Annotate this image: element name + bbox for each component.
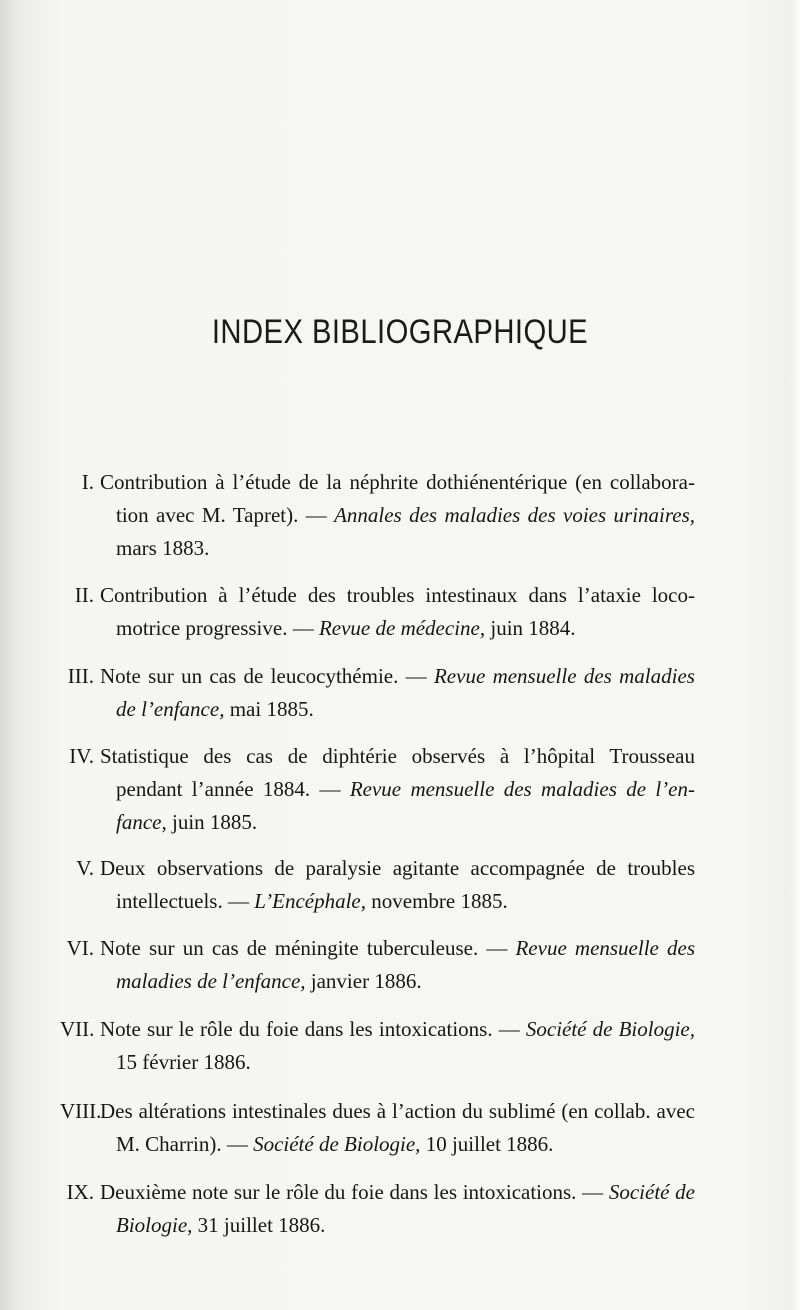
- journal-title: Revue mensuelle des maladies: [433, 664, 695, 688]
- entry-text: Deux observations de paralysie agitante accompagnée de troubles: [100, 856, 695, 880]
- page-title: INDEX BIBLIOGRAPHIQUE: [211, 313, 589, 351]
- entry-line: [100, 466, 695, 499]
- entry-number: VII.: [60, 1017, 95, 1041]
- entry-line: [100, 852, 695, 885]
- entry-line: [100, 740, 695, 773]
- entry-text: Statistique des cas de diphtérie observés à l’hôpital Trousseau: [100, 744, 695, 768]
- journal-title: Annales des maladies des voies urinaires,: [334, 503, 695, 527]
- entry-number: VI.: [66, 936, 94, 960]
- entry-date: novembre 1885.: [366, 889, 508, 913]
- entry-text: pendant l’année 1884. —: [116, 777, 350, 801]
- journal-title: Revue mensuelle des maladies de l’en-: [349, 777, 695, 801]
- entry-line: [116, 499, 695, 532]
- entry-text: 15 février 1886.: [116, 1050, 251, 1074]
- entry-number: I.: [81, 470, 94, 494]
- entry-line: [116, 885, 695, 918]
- entry-text: Deuxième note sur le rôle du foie dans les intoxications. —: [100, 1180, 609, 1204]
- entry-line: [100, 1095, 695, 1128]
- entry-line: [100, 1176, 695, 1209]
- entry-text: Note sur le rôle du foie dans les intoxications. —: [100, 1017, 526, 1041]
- entry-number: IV.: [69, 744, 94, 768]
- entry-date: juin 1884.: [485, 616, 576, 640]
- entry-number: II.: [74, 583, 94, 607]
- journal-title: fance,: [116, 810, 167, 834]
- entry-line: [116, 1046, 695, 1079]
- entry-text: tion avec M. Tapret). —: [116, 503, 335, 527]
- entry-text: Contribution à l’étude de la néphrite dothiénentérique (en collabora-: [100, 470, 695, 494]
- entry-line: [100, 660, 695, 693]
- journal-title: Revue de médecine,: [318, 616, 486, 640]
- entry-text: Note sur un cas de leucocythémie. —: [100, 664, 434, 688]
- entry-number: VIII.: [60, 1099, 102, 1123]
- entry-line: [116, 1209, 695, 1242]
- entry-text: Contribution à l’étude des troubles intestinaux dans l’ataxie loco-: [100, 583, 695, 607]
- entry-date: juin 1885.: [166, 810, 258, 834]
- entry-line: [116, 1128, 695, 1161]
- entry-date: janvier 1886.: [305, 969, 422, 993]
- entry-line: [116, 532, 695, 565]
- entry-number: IX.: [66, 1180, 94, 1204]
- journal-title: Société de Biologie,: [253, 1132, 421, 1156]
- journal-title: Société de: [608, 1180, 695, 1204]
- entry-date: 10 juillet 1886.: [420, 1132, 554, 1156]
- entry-text: intellectuels. —: [116, 889, 255, 913]
- entry-date: 31 juillet 1886.: [192, 1213, 326, 1237]
- entry-line: [100, 932, 695, 965]
- entry-text: M. Charrin). —: [116, 1132, 254, 1156]
- journal-title: Biologie,: [116, 1213, 193, 1237]
- entry-line: [116, 612, 695, 645]
- entry-number: V.: [76, 856, 94, 880]
- journal-title: de l’enfance,: [116, 697, 225, 721]
- entry-line: [100, 579, 695, 612]
- entry-line: [116, 773, 695, 806]
- entry-text: mars 1883.: [116, 536, 210, 560]
- journal-title: Société de Biologie,: [525, 1017, 695, 1041]
- journal-title: maladies de l’enfance,: [116, 969, 306, 993]
- entry-text: Note sur un cas de méningite tuberculeuse. —: [100, 936, 516, 960]
- entry-line: [116, 965, 695, 998]
- entry-text: motrice progressive. —: [116, 616, 319, 640]
- entry-date: mai 1885.: [224, 697, 314, 721]
- entry-line: [100, 1013, 695, 1046]
- entry-number: III.: [67, 664, 94, 688]
- entry-line: [116, 806, 695, 839]
- entry-line: [116, 693, 695, 726]
- journal-title: Revue mensuelle des: [515, 936, 695, 960]
- entry-text: Des altérations intestinales dues à l’action du sublimé (en collab. avec: [100, 1099, 695, 1123]
- journal-title: L’Encéphale,: [254, 889, 366, 913]
